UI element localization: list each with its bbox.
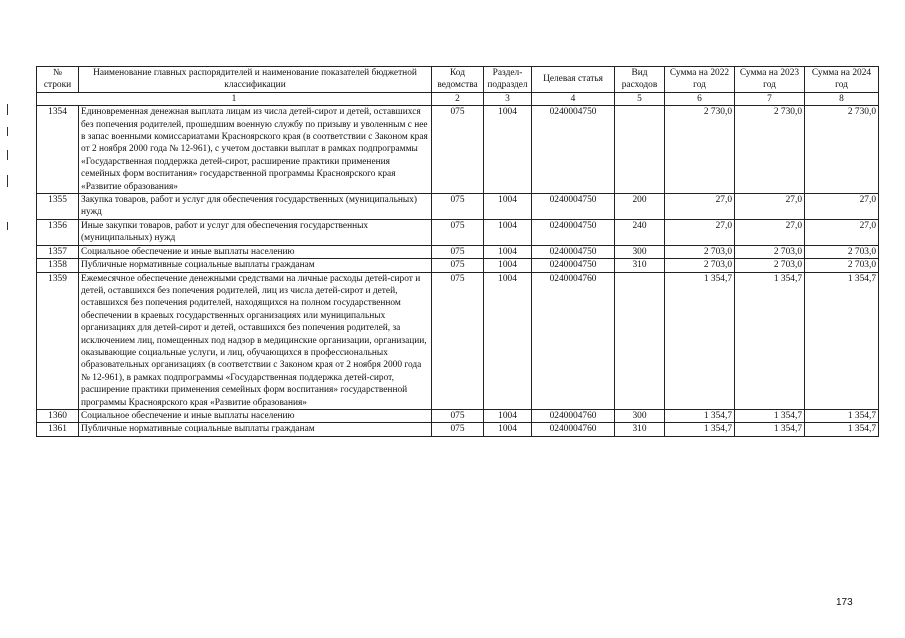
row-sum-2022: 1 354,7 [665,423,735,436]
column-number: 4 [532,92,615,105]
scan-mark [7,175,8,187]
column-number: 3 [484,92,532,105]
row-name: Иные закупки товаров, работ и услуг для обеспечения государственных (муниципальных) нужд [79,219,432,245]
budget-table [36,66,879,437]
row-sum-2024: 2 703,0 [805,245,879,258]
table-row [37,272,879,409]
column-number: 1 [37,92,432,105]
row-number: 1356 [37,219,79,245]
row-sum-2024: 1 354,7 [805,423,879,436]
row-dept-code: 075 [432,219,484,245]
row-target: 0240004750 [532,194,615,220]
column-number-row [37,92,879,105]
row-sum-2023: 27,0 [735,194,805,220]
row-kind: 300 [615,245,665,258]
column-number: 5 [615,92,665,105]
row-name: Публичные нормативные социальные выплаты гражданам [79,423,432,436]
row-number: 1361 [37,423,79,436]
scan-mark [7,222,8,230]
row-name: Единовременная денежная выплата лицам из числа детей-сирот и детей, оставшихся без попечения родителей, прошедшим военную службу по призыву и уволенным с нее в запас военными комиссариатами Красноярского края (в соответствии с Законом края от 2 ноября 2000 года № 12-961), с учетом доставки выплат в рамках подпрограммы «Государственная поддержка детей-сирот, расширение практики применения семейных форм воспитания» государственной программы Красноярского края «Развитие образования» [79,106,432,194]
row-number: 1354 [37,106,79,194]
row-target: 0240004750 [532,259,615,272]
row-sum-2023: 2 703,0 [735,259,805,272]
row-section: 1004 [484,259,532,272]
row-name: Ежемесячное обеспечение денежными средствами на личные расходы детей-сирот и детей, оставшихся без попечения родителей, лиц из числа детей-сирот и детей, оставшихся без попечения родителей, находящихся на полном государственном обеспечении в краевых государственных организациях или муниципальных организациях для детей-сирот и детей, оставшихся без попечения родителей, за исключением лиц, помещенных под надзор в медицинские организации, организации, оказывающие социальные услуги, и лиц, обучающихся в профессиональных образовательных организациях (в соответствии с Законом края от 2 ноября 2000 года № 12-961), в рамках подпрограммы «Государственная поддержка детей-сирот, расширение практики применения семейных форм воспитания» государственной программы Красноярского края «Развитие образования» [79,272,432,409]
header-target: Целевая статья [532,67,615,93]
row-number: 1359 [37,272,79,409]
header-sum-2024: Сумма на 2024 год [805,67,879,93]
row-kind [615,272,665,409]
header-sum-2023: Сумма на 2023 год [735,67,805,93]
row-sum-2024: 1 354,7 [805,272,879,409]
table-row [37,106,879,194]
column-number: 2 [432,92,484,105]
row-sum-2022: 2 703,0 [665,245,735,258]
header-section: Раздел-подраздел [484,67,532,93]
row-dept-code: 075 [432,272,484,409]
row-dept-code: 075 [432,259,484,272]
row-name: Социальное обеспечение и иные выплаты населению [79,409,432,422]
row-sum-2024: 27,0 [805,194,879,220]
row-sum-2023: 2 703,0 [735,245,805,258]
row-sum-2023: 1 354,7 [735,423,805,436]
header-sum-2022: Сумма на 2022 год [665,67,735,93]
row-sum-2024: 2 730,0 [805,106,879,194]
row-section: 1004 [484,194,532,220]
row-name: Закупка товаров, работ и услуг для обеспечения государственных (муниципальных) нужд [79,194,432,220]
row-sum-2024: 2 703,0 [805,259,879,272]
row-dept-code: 075 [432,106,484,194]
header-dept-code: Код ведомства [432,67,484,93]
row-sum-2023: 1 354,7 [735,272,805,409]
row-dept-code: 075 [432,409,484,422]
row-target: 0240004750 [532,106,615,194]
table-body [37,106,879,437]
row-kind: 310 [615,423,665,436]
page-number: 173 [836,597,853,608]
row-kind: 310 [615,259,665,272]
row-sum-2024: 1 354,7 [805,409,879,422]
table-row [37,423,879,436]
row-kind: 200 [615,194,665,220]
table-row [37,259,879,272]
header-name: Наименование главных распорядителей и наименование показателей бюджетной классификации [79,67,432,93]
row-sum-2022: 2 703,0 [665,259,735,272]
row-target: 0240004750 [532,245,615,258]
header-kind: Вид расходов [615,67,665,93]
row-sum-2023: 1 354,7 [735,409,805,422]
table-row [37,194,879,220]
row-number: 1358 [37,259,79,272]
row-name: Публичные нормативные социальные выплаты гражданам [79,259,432,272]
row-target: 0240004760 [532,409,615,422]
row-sum-2022: 1 354,7 [665,272,735,409]
table-header [37,67,879,106]
row-sum-2022: 27,0 [665,194,735,220]
row-number: 1357 [37,245,79,258]
row-number: 1355 [37,194,79,220]
row-kind: 240 [615,219,665,245]
scan-mark [7,150,8,160]
scan-mark [7,127,8,136]
scan-mark [7,104,8,115]
row-kind: 300 [615,409,665,422]
row-dept-code: 075 [432,194,484,220]
column-number: 6 [665,92,735,105]
column-number: 8 [805,92,879,105]
row-target: 0240004760 [532,423,615,436]
table-row [37,245,879,258]
row-target: 0240004760 [532,272,615,409]
row-section: 1004 [484,423,532,436]
row-sum-2023: 2 730,0 [735,106,805,194]
row-kind [615,106,665,194]
row-section: 1004 [484,219,532,245]
row-target: 0240004750 [532,219,615,245]
row-sum-2023: 27,0 [735,219,805,245]
header-row-no: № строки [37,67,79,93]
column-number: 7 [735,92,805,105]
row-dept-code: 075 [432,245,484,258]
row-number: 1360 [37,409,79,422]
row-section: 1004 [484,245,532,258]
row-sum-2022: 1 354,7 [665,409,735,422]
row-name: Социальное обеспечение и иные выплаты населению [79,245,432,258]
row-sum-2022: 2 730,0 [665,106,735,194]
table-row [37,409,879,422]
row-sum-2022: 27,0 [665,219,735,245]
row-dept-code: 075 [432,423,484,436]
row-section: 1004 [484,106,532,194]
row-section: 1004 [484,409,532,422]
table-row [37,219,879,245]
row-section: 1004 [484,272,532,409]
row-sum-2024: 27,0 [805,219,879,245]
